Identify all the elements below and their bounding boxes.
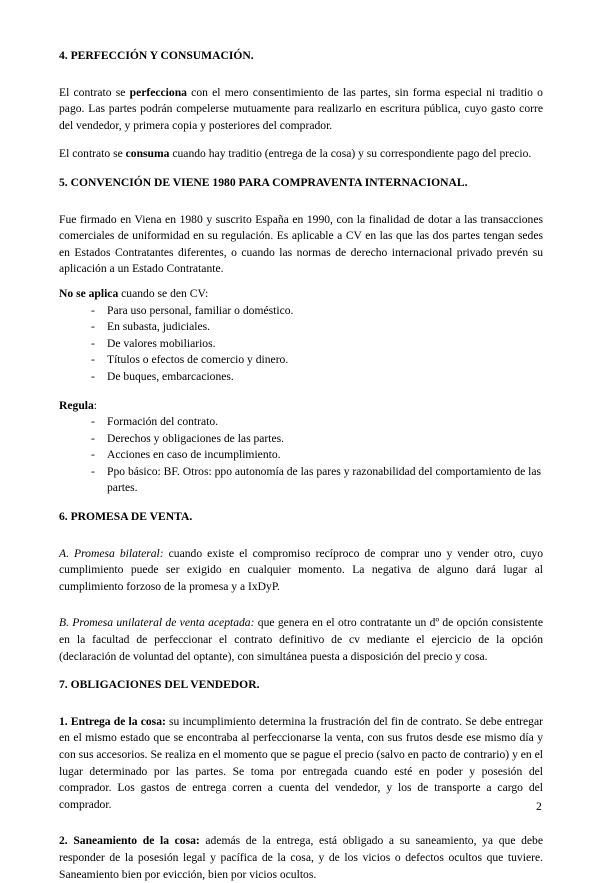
list-item: - De buques, embarcaciones. <box>59 369 543 386</box>
italic-term-promesa-bilateral: A. Promesa bilateral: <box>59 546 164 560</box>
bold-term-regula: Regula <box>59 398 94 412</box>
text-span: El contrato se <box>59 85 130 99</box>
regula-intro <box>59 398 543 415</box>
list-item: - Ppo básico: BF. Otros: ppo autonomía de las pares y razonabilidad del comportamiento de las partes. <box>59 464 543 497</box>
section-5-heading: 5. CONVENCIÓN DE VIENE 1980 PARA COMPRAVENTA INTERNACIONAL. <box>59 175 468 189</box>
italic-term-promesa-unilateral: B. Promesa unilateral de venta aceptada: <box>59 616 255 630</box>
text-span: con el mero consentimiento de las partes, sin forma especial ni traditio o pago. Las partes podrán compelerse mutuamente para realizarlo en escritura pública, cuyo gasto corre del vendedor, y primera copia y posteriores del comprador. <box>59 85 543 132</box>
no-aplica-list <box>59 303 543 386</box>
text-span: cuando existe el compromiso recíproco de comprar uno y vender otro, cuyo cumplimiento puede ser exigido en cualquier momento. La negativa de alguno dará lugar al cumplimiento forzoso de la promesa y a IxDyP. <box>59 546 543 593</box>
section-5-paragraph-1: Fue firmado en Viena en 1980 y suscrito España en 1990, con la finalidad de dotar a las transacciones comerciales de uniformidad en su regulación. Es aplicable a CV en las que las dos partes tengan sedes en Estados Contratantes diferentes, o cuando las normas de derecho internacional privado prevén su aplicación a un Estado Contratante. <box>59 212 543 276</box>
text-span: El contrato se <box>59 147 126 161</box>
text-span: que genera en el otro contratante un dº de opción consistente en la facultad de perfeccionar el contrato definitivo de cv mediante el ejercicio de la opción (declaración de voluntad del optante), con simultánea puesta a disposición del precio y cosa. <box>59 616 543 663</box>
saneamiento-paragraph <box>59 833 543 883</box>
text-span: : <box>93 398 98 412</box>
list-item: - Para uso personal, familiar o doméstico. <box>59 303 543 320</box>
text-span: además de la entrega, está obligado a su saneamiento, ya que debe responder de la posesión legal y pacífica de la cosa, y de los vicios o defectos ocultos que tuviere. Saneamiento bien por evicción, bien por vicios ocultos. <box>59 834 543 881</box>
section-7-heading: 7. OBLIGACIONES DEL VENDEDOR. <box>59 678 260 692</box>
bold-term-no-aplica: No se aplica <box>59 286 119 300</box>
regula-list <box>59 414 543 497</box>
page-number: 2 <box>536 800 542 813</box>
text-span: cuando hay traditio (entrega de la cosa) y su correspondiente pago del precio. <box>169 147 532 161</box>
text-span: su incumplimiento determina la frustración del fin de contrato. Se debe entregar en el mismo estado que se encontraba al perfeccionarse la venta, con sus frutos desde ese mismo día y con sus accesorios. Se realiza en el momento que se pague el precio (salvo en pacto de contrario) y en el lugar determinado por las partes. Se toma por entregada cuando esté en poder y posesión del comprador. Los gastos de entrega corren a cuenta del vendedor, y los de transporte a cargo del comprador. <box>59 714 543 811</box>
promesa-bilateral-paragraph <box>59 546 543 596</box>
section-4-paragraph-2 <box>59 146 543 163</box>
bold-term-perfecciona: perfecciona <box>129 85 187 99</box>
list-item: - En subasta, judiciales. <box>59 319 543 336</box>
section-4-paragraph-1 <box>59 85 543 135</box>
text-span: cuando se den CV: <box>118 286 209 300</box>
list-item: - Derechos y obligaciones de las partes. <box>59 431 543 448</box>
bold-term-entrega: 1. Entrega de la cosa: <box>59 714 166 728</box>
section-6-heading: 6. PROMESA DE VENTA. <box>59 510 193 524</box>
bold-term-saneamiento: 2. Saneamiento de la cosa: <box>59 834 200 848</box>
document-body <box>59 48 543 883</box>
list-item: - Acciones en caso de incumplimiento. <box>59 447 543 464</box>
promesa-unilateral-paragraph <box>59 615 543 665</box>
list-item: - Formación del contrato. <box>59 414 543 431</box>
section-4-heading: 4. PERFECCIÓN Y CONSUMACIÓN. <box>59 49 254 62</box>
bold-term-consuma: consuma <box>125 147 170 161</box>
no-aplica-intro <box>59 286 543 303</box>
list-item: - De valores mobiliarios. <box>59 336 543 353</box>
list-item: - Títulos o efectos de comercio y dinero. <box>59 352 543 369</box>
entrega-paragraph <box>59 714 543 814</box>
